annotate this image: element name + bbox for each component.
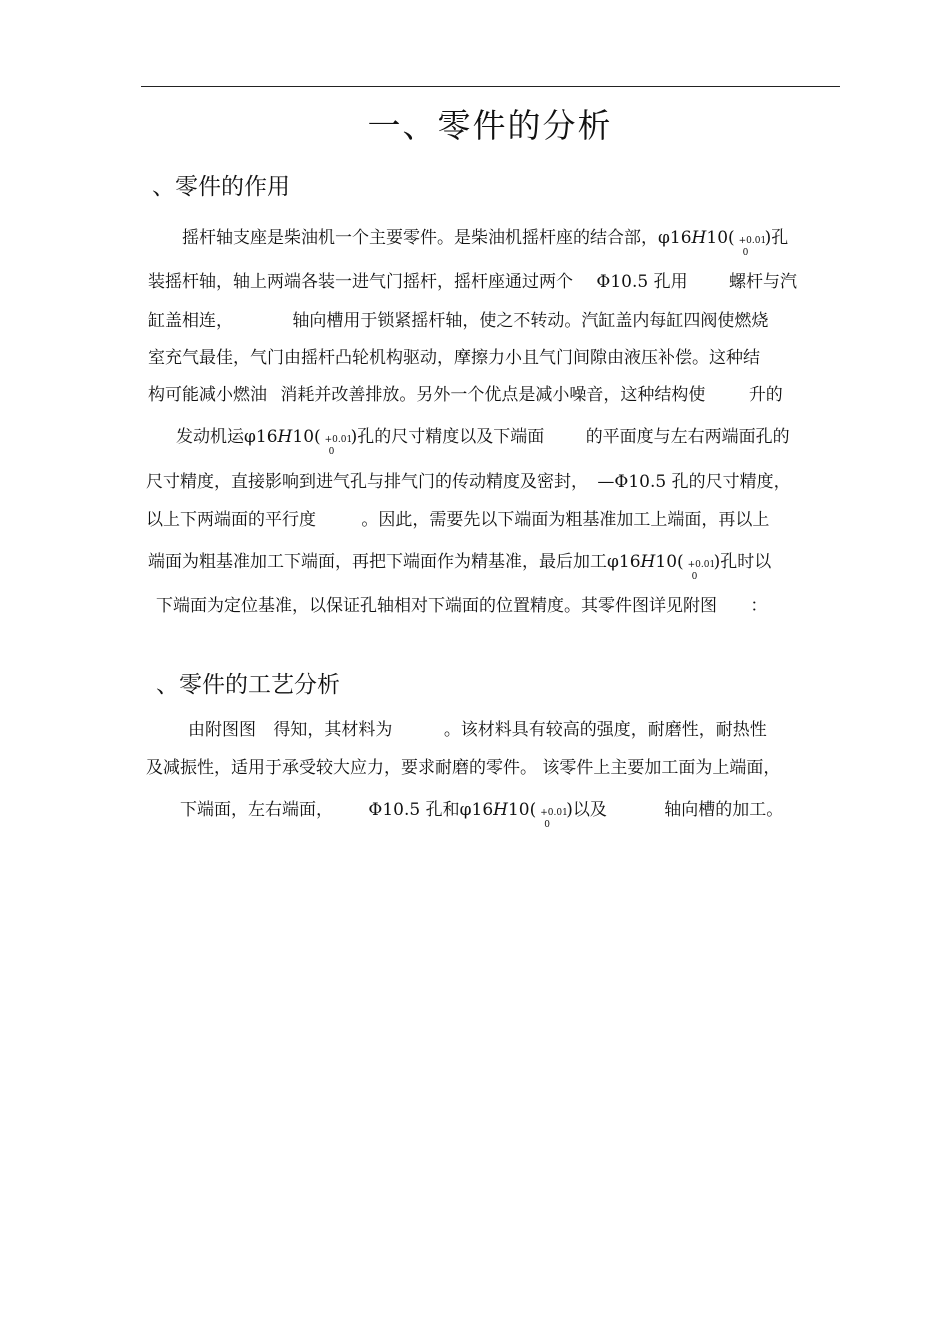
text-run: 孔 bbox=[771, 228, 789, 248]
text-run: 的平面度与左右两端面孔的 bbox=[585, 427, 790, 447]
text-run: 摇杆轴支座是柴油机一个主要零件。是柴油机摇杆座的结合部， bbox=[182, 228, 658, 248]
text-run: 轴向槽的加工。 bbox=[664, 800, 784, 820]
formula-phi: φ16 bbox=[607, 552, 641, 572]
formula-close: ) bbox=[713, 552, 721, 572]
text-run: 升的 bbox=[748, 385, 783, 405]
para2-line3 bbox=[180, 798, 784, 830]
formula-lower: 0 bbox=[742, 247, 749, 258]
text-run: 端面为粗基准加工下端面，再把下端面作为精基准，最后加工 bbox=[148, 552, 607, 572]
formula-h: H bbox=[277, 427, 293, 447]
section-heading-function: 、零件的作用 bbox=[152, 174, 290, 200]
para1-line1 bbox=[182, 226, 789, 258]
formula-h: H bbox=[640, 552, 656, 572]
para1-line8 bbox=[146, 508, 769, 532]
formula-ten: 10( bbox=[507, 800, 537, 820]
formula-ten: 10( bbox=[655, 552, 684, 572]
formula-tolerance bbox=[684, 551, 716, 582]
formula-phi: φ16 bbox=[658, 228, 692, 248]
formula-lower: 0 bbox=[544, 819, 550, 830]
text-run: 尺寸精度，直接影响到进气孔与排气门的传动精度及密封， bbox=[146, 472, 588, 492]
text-run: 孔的尺寸精度以及下端面 bbox=[357, 427, 545, 447]
text-run: 以上下两端面的平行度 bbox=[146, 510, 316, 530]
para1-line10 bbox=[156, 594, 767, 618]
page-title: 一、零件的分析 bbox=[367, 106, 613, 145]
para1-line6 bbox=[176, 425, 790, 457]
formula-ten: 10( bbox=[292, 427, 321, 447]
tolerance-formula bbox=[244, 427, 358, 457]
text-run: 由附图图 bbox=[188, 720, 256, 740]
formula-upper: +0.01 bbox=[540, 807, 568, 818]
tolerance-formula bbox=[459, 800, 573, 830]
text-run: 构可能减小燃油 bbox=[148, 385, 267, 405]
para1-line7 bbox=[146, 470, 791, 494]
para1-line3 bbox=[148, 309, 768, 333]
formula-h: H bbox=[691, 228, 707, 248]
formula-tolerance bbox=[321, 426, 353, 457]
formula-upper: +0.01 bbox=[738, 235, 767, 246]
text-run: 装摇杆轴，轴上两端各装一进气门摇杆，摇杆座通过两个 bbox=[148, 272, 573, 292]
text-run: 轴向槽用于锁紧摇杆轴，使之不转动。汽缸盖内每缸四阀使燃烧 bbox=[292, 311, 769, 331]
text-run: ： bbox=[750, 596, 768, 616]
text-run: 以及 bbox=[572, 800, 607, 820]
para1-line9 bbox=[148, 550, 772, 582]
formula-upper: +0.01 bbox=[687, 559, 716, 570]
text-run: 螺杆与汽 bbox=[729, 272, 798, 292]
formula-tolerance bbox=[536, 799, 568, 830]
header-rule bbox=[141, 86, 840, 87]
text-run: Φ10.5 孔用 bbox=[596, 272, 688, 292]
text-run: 缸盖相连， bbox=[148, 311, 233, 331]
text-run: 下端面，左右端面， bbox=[180, 800, 333, 820]
text-run: 孔时以 bbox=[720, 552, 772, 572]
formula-phi: φ16 bbox=[244, 427, 278, 447]
formula-upper: +0.01 bbox=[324, 434, 353, 445]
text-run: 。因此，需要先以下端面为粗基准加工上端面，再以上 bbox=[361, 510, 770, 530]
tolerance-formula bbox=[607, 552, 721, 582]
para2-line1 bbox=[188, 718, 767, 742]
text-run: —Φ10.5 孔的尺寸精度， bbox=[597, 472, 791, 492]
text-run: 。该材料具有较高的强度，耐磨性，耐热性 bbox=[443, 720, 767, 740]
text-run: 得知，其材料为 bbox=[273, 720, 393, 740]
formula-h: H bbox=[493, 800, 508, 820]
para1-line4: 室充气最佳，气门由摇杆凸轮机构驱动，摩擦力小且气门间隙由液压补偿。这种结 bbox=[148, 348, 760, 368]
text-run: 消耗并改善排放。另外一个优点是减小噪音，这种结构使 bbox=[280, 385, 706, 405]
formula-close: ) bbox=[566, 800, 573, 820]
formula-phi: φ16 bbox=[459, 800, 494, 820]
formula-close: ) bbox=[350, 427, 358, 447]
formula-tolerance bbox=[735, 227, 767, 258]
para1-line2 bbox=[148, 270, 797, 294]
formula-ten: 10( bbox=[706, 228, 735, 248]
formula-close: ) bbox=[764, 228, 772, 248]
text-run: Φ10.5 孔和 bbox=[368, 800, 460, 820]
text-run: 下端面为定位基准，以保证孔轴相对下端面的位置精度。其零件图详见附图 bbox=[156, 596, 717, 616]
section-heading-process: 、零件的工艺分析 bbox=[156, 672, 340, 698]
formula-lower: 0 bbox=[328, 446, 335, 457]
text-run: 发动机运 bbox=[176, 427, 244, 447]
para2-line2: 及减振性，适用于承受较大应力，要求耐磨的零件。 该零件上主要加工面为上端面， bbox=[146, 758, 781, 778]
tolerance-formula bbox=[658, 228, 772, 258]
para1-line5 bbox=[148, 383, 783, 407]
formula-lower: 0 bbox=[691, 571, 698, 582]
